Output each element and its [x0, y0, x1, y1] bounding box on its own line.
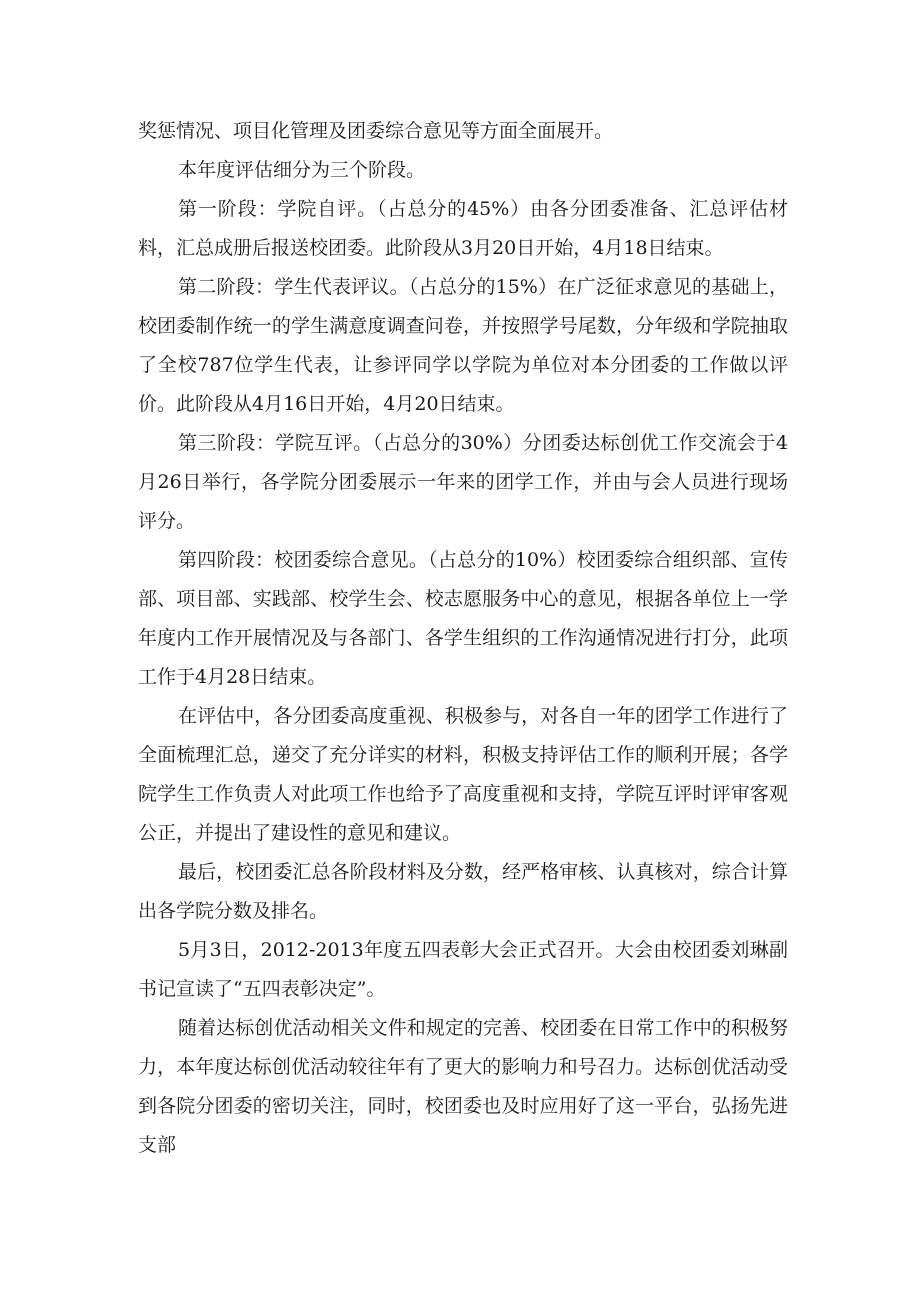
- paragraph-stage-four: 第四阶段：校团委综合意见。（占总分的10%）校团委综合组织部、宣传部、项目部、实践部、校学生会、校志愿服务中心的意见，根据各单位上一学年度内工作开展情况及与各部门、各学生组织的工作沟通情况进行打分，此项工作于4月28日结束。: [138, 549, 788, 688]
- paragraph-stage-overview: 本年度评估细分为三个阶段。: [178, 159, 426, 181]
- paragraph-ceremony: 5月3日，2012-2013年度五四表彰大会正式召开。大会由校团委刘琳副书记宣读了“五四表彰决定”。: [138, 939, 788, 1000]
- paragraph-stage-one: 第一阶段：学院自评。（占总分的45%）由各分团委准备、汇总评估材料，汇总成册后报送校团委。此阶段从3月20日开始，4月18日结束。: [138, 198, 788, 259]
- paragraph-continuation: 奖惩情况、项目化管理及团委综合意见等方面全面展开。: [138, 120, 614, 142]
- document-body: [138, 112, 788, 1165]
- paragraph-impact: 随着达标创优活动相关文件和规定的完善、校团委在日常工作中的积极努力，本年度达标创优活动较往年有了更大的影响力和号召力。达标创优活动受到各院分团委的密切关注，同时，校团委也及时应用好了这一平台，弘扬先进支部: [138, 1017, 788, 1156]
- paragraph-evaluation: 在评估中，各分团委高度重视、积极参与，对各自一年的团学工作进行了全面梳理汇总，递交了充分详实的材料，积极支持评估工作的顺利开展；各学院学生工作负责人对此项工作也给予了高度重视和支持，学院互评时评审客观公正，并提出了建设性的意见和建议。: [138, 705, 788, 844]
- paragraph-stage-three: 第三阶段：学院互评。（占总分的30%）分团委达标创优工作交流会于4月26日举行，各学院分团委展示一年来的团学工作，并由与会人员进行现场评分。: [138, 432, 788, 532]
- paragraph-final-scoring: 最后，校团委汇总各阶段材料及分数，经严格审核、认真核对，综合计算出各学院分数及排名。: [138, 861, 788, 922]
- paragraph-stage-two: 第二阶段：学生代表评议。（占总分的15%）在广泛征求意见的基础上，校团委制作统一的学生满意度调查问卷，并按照学号尾数，分年级和学院抽取了全校787位学生代表，让参评同学以学院为单位对本分团委的工作做以评价。此阶段从4月16日开始，4月20日结束。: [138, 276, 788, 415]
